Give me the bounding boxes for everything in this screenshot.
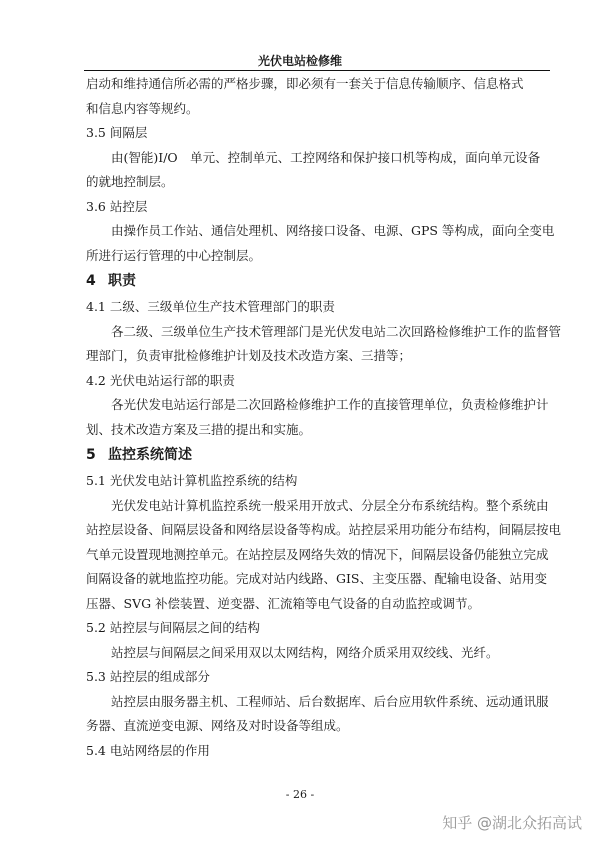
section-number: 4 [86, 273, 96, 289]
paragraph-line: 理部门，负责审批检修维护计划及技术改造方案、三措等； [86, 348, 412, 363]
subsection-heading: 5.2 站控层与间隔层之间的结构 [86, 620, 260, 635]
section-title: 监控系统简述 [108, 447, 192, 463]
subsection-heading: 3.6 站控层 [86, 198, 148, 214]
paragraph-line: 站控层由服务器主机、工程师站、后台数据库、后台应用软件系统、远动通讯服 [111, 693, 549, 709]
paragraph-line: 气单元设置现地测控单元。在站控层及网络失效的情况下，间隔层设备仍能独立完成 [86, 546, 549, 562]
paragraph-line: 由操作员工作站、通信处理机、网络接口设备、电源、GPS 等构成，面向全变电 [111, 223, 555, 238]
section-heading [86, 268, 548, 295]
paragraph-line: 务器、直流逆变电源、网络及对时设备等组成。 [86, 718, 349, 733]
header-rule [84, 70, 550, 71]
section-heading [86, 442, 548, 469]
subsection-heading: 5.4 电站网络层的作用 [86, 742, 210, 758]
section-title: 职责 [108, 273, 136, 289]
paragraph-line: 的就地控制层。 [86, 174, 174, 189]
subsection-heading: 5.1 光伏发电站计算机监控系统的结构 [86, 473, 298, 488]
paragraph-line: 站控层设备、间隔层设备和网络层设备等构成。站控层采用功能分布结构，间隔层按电 [86, 522, 562, 537]
paragraph-line: 站控层与间隔层之间采用双以太网结构，网络介质采用双绞线、光纤。 [111, 644, 499, 660]
paragraph-line: 启动和维持通信所必需的严格步骤，即必须有一套关于信息传输顺序、信息格式 [86, 76, 524, 91]
paragraph-line: 和信息内容等规约。 [86, 100, 199, 116]
document-body [86, 72, 562, 763]
subsection-heading: 5.3 站控层的组成部分 [86, 669, 210, 684]
page-number: - 26 - [285, 788, 315, 801]
paragraph-line: 划、技术改造方案及三措的提出和实施。 [86, 421, 312, 437]
paragraph-line: 由(智能)I/O 单元、控制单元、工控网络和保护接口机等构成，面向单元设备 [111, 149, 541, 165]
watermark: 知乎 @湖北众拓高试 [442, 814, 582, 832]
paragraph-line: 间隔设备的就地监控功能。完成对站内线路、GIS、主变压器、配输电设备、站用变 [86, 571, 547, 586]
paragraph-line: 所进行运行管理的中心控制层。 [86, 247, 262, 263]
subsection-heading: 4.2 光伏电站运行部的职责 [86, 372, 235, 388]
paragraph-line: 压器、SVG 补偿装置、逆变器、汇流箱等电气设备的自动监控或调节。 [86, 595, 481, 611]
paragraph-line: 光伏发电站计算机监控系统一般采用开放式、分层全分布系统结构。整个系统由 [111, 497, 549, 513]
paragraph-line: 各光伏发电站运行部是二次回路检修维护工作的直接管理单位，负责检修维护计 [111, 397, 549, 412]
subsection-heading: 4.1 二级、三级单位生产技术管理部门的职责 [86, 299, 335, 314]
paragraph-line: 各二级、三级单位生产技术管理部门是光伏发电站二次回路检修维护工作的监督管 [111, 323, 562, 339]
section-number: 5 [86, 447, 96, 463]
page-header-title: 光伏电站检修维 [257, 54, 342, 68]
subsection-heading: 3.5 间隔层 [86, 125, 148, 140]
